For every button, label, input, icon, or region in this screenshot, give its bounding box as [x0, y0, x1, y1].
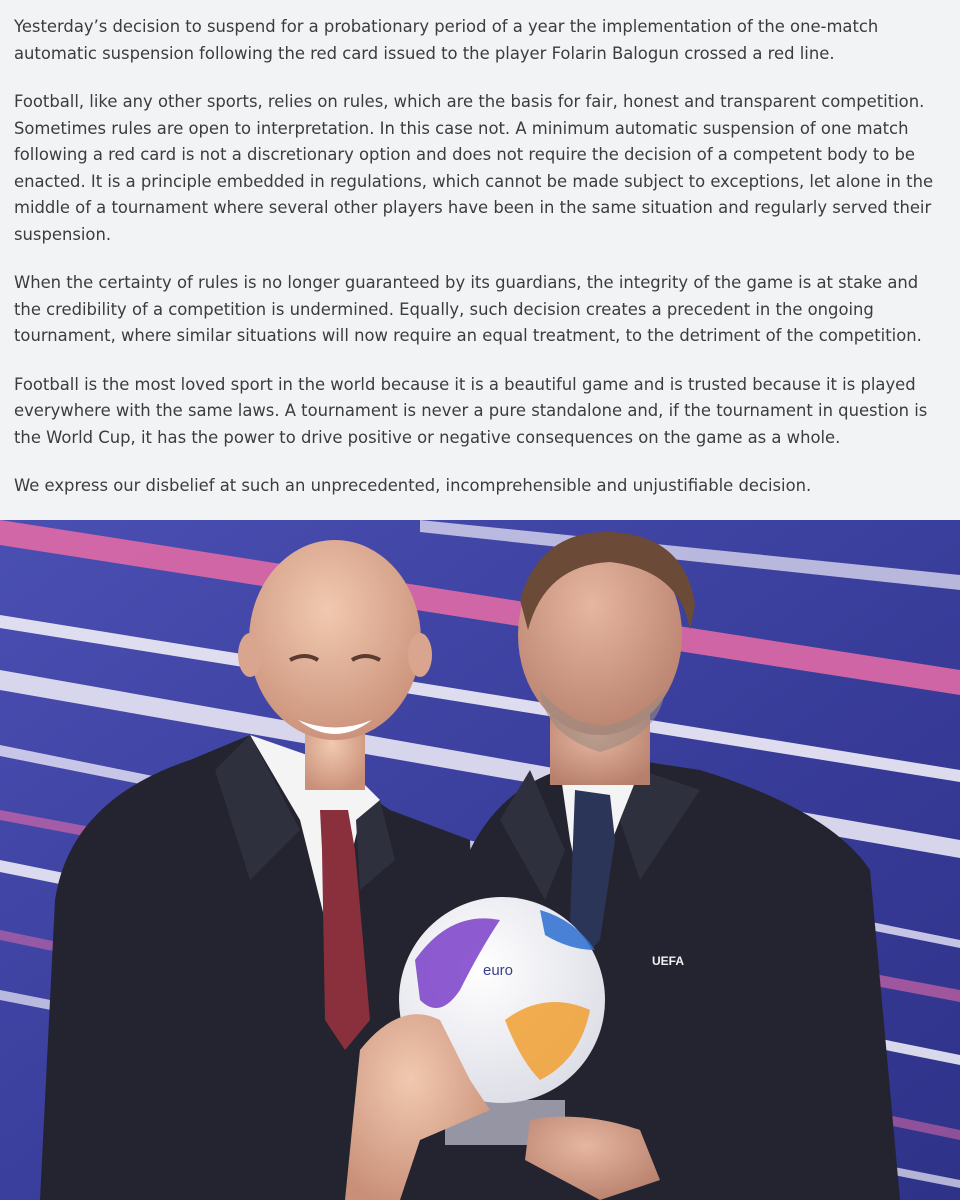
- uefa-badge: UEFA: [652, 954, 685, 968]
- statement-paragraph-2: Football, like any other sports, relies on rules, which are the basis for fair, honest and transparent competition. Sometimes rules are open to interpretation. In this case not. A minimum automatic suspension of one match following a red card is not a discretionary option and does not require the decision of a competent body to be enacted. It is a principle embedded in regulations, which cannot be made subject to exceptions, let alone in the middle of a tournament where several other players have been in the same situation and regularly served their suspension.: [14, 92, 934, 244]
- statement-paragraph-5: We express our disbelief at such an unprecedented, incomprehensible and unjustifiable decision.: [14, 476, 812, 495]
- statement-paragraph-1: Yesterday’s decision to suspend for a probationary period of a year the implementation of the one-match automatic suspension following the red card issued to the player Folarin Balogun crossed a red line.: [14, 17, 879, 63]
- statement-paragraph-4: Football is the most loved sport in the world because it is a beautiful game and is trusted because it is played everywhere with the same laws. A tournament is never a pure standalone and, if the tournament in question is the World Cup, it has the power to drive positive or negative consequences on the game as a whole.: [14, 374, 928, 447]
- statement-paragraph-3: When the certainty of rules is no longer guaranteed by its guardians, the integrity of the game is at stake and the credibility of a competition is undermined. Equally, such decision creates a precedent in the ongoing tournament, where similar situations will now require an equal treatment, to the detriment of the competition.: [14, 273, 922, 345]
- ball-logo: euro: [483, 962, 514, 979]
- photo-two-men-with-ball: [0, 520, 960, 1200]
- statement-text: [0, 0, 960, 520]
